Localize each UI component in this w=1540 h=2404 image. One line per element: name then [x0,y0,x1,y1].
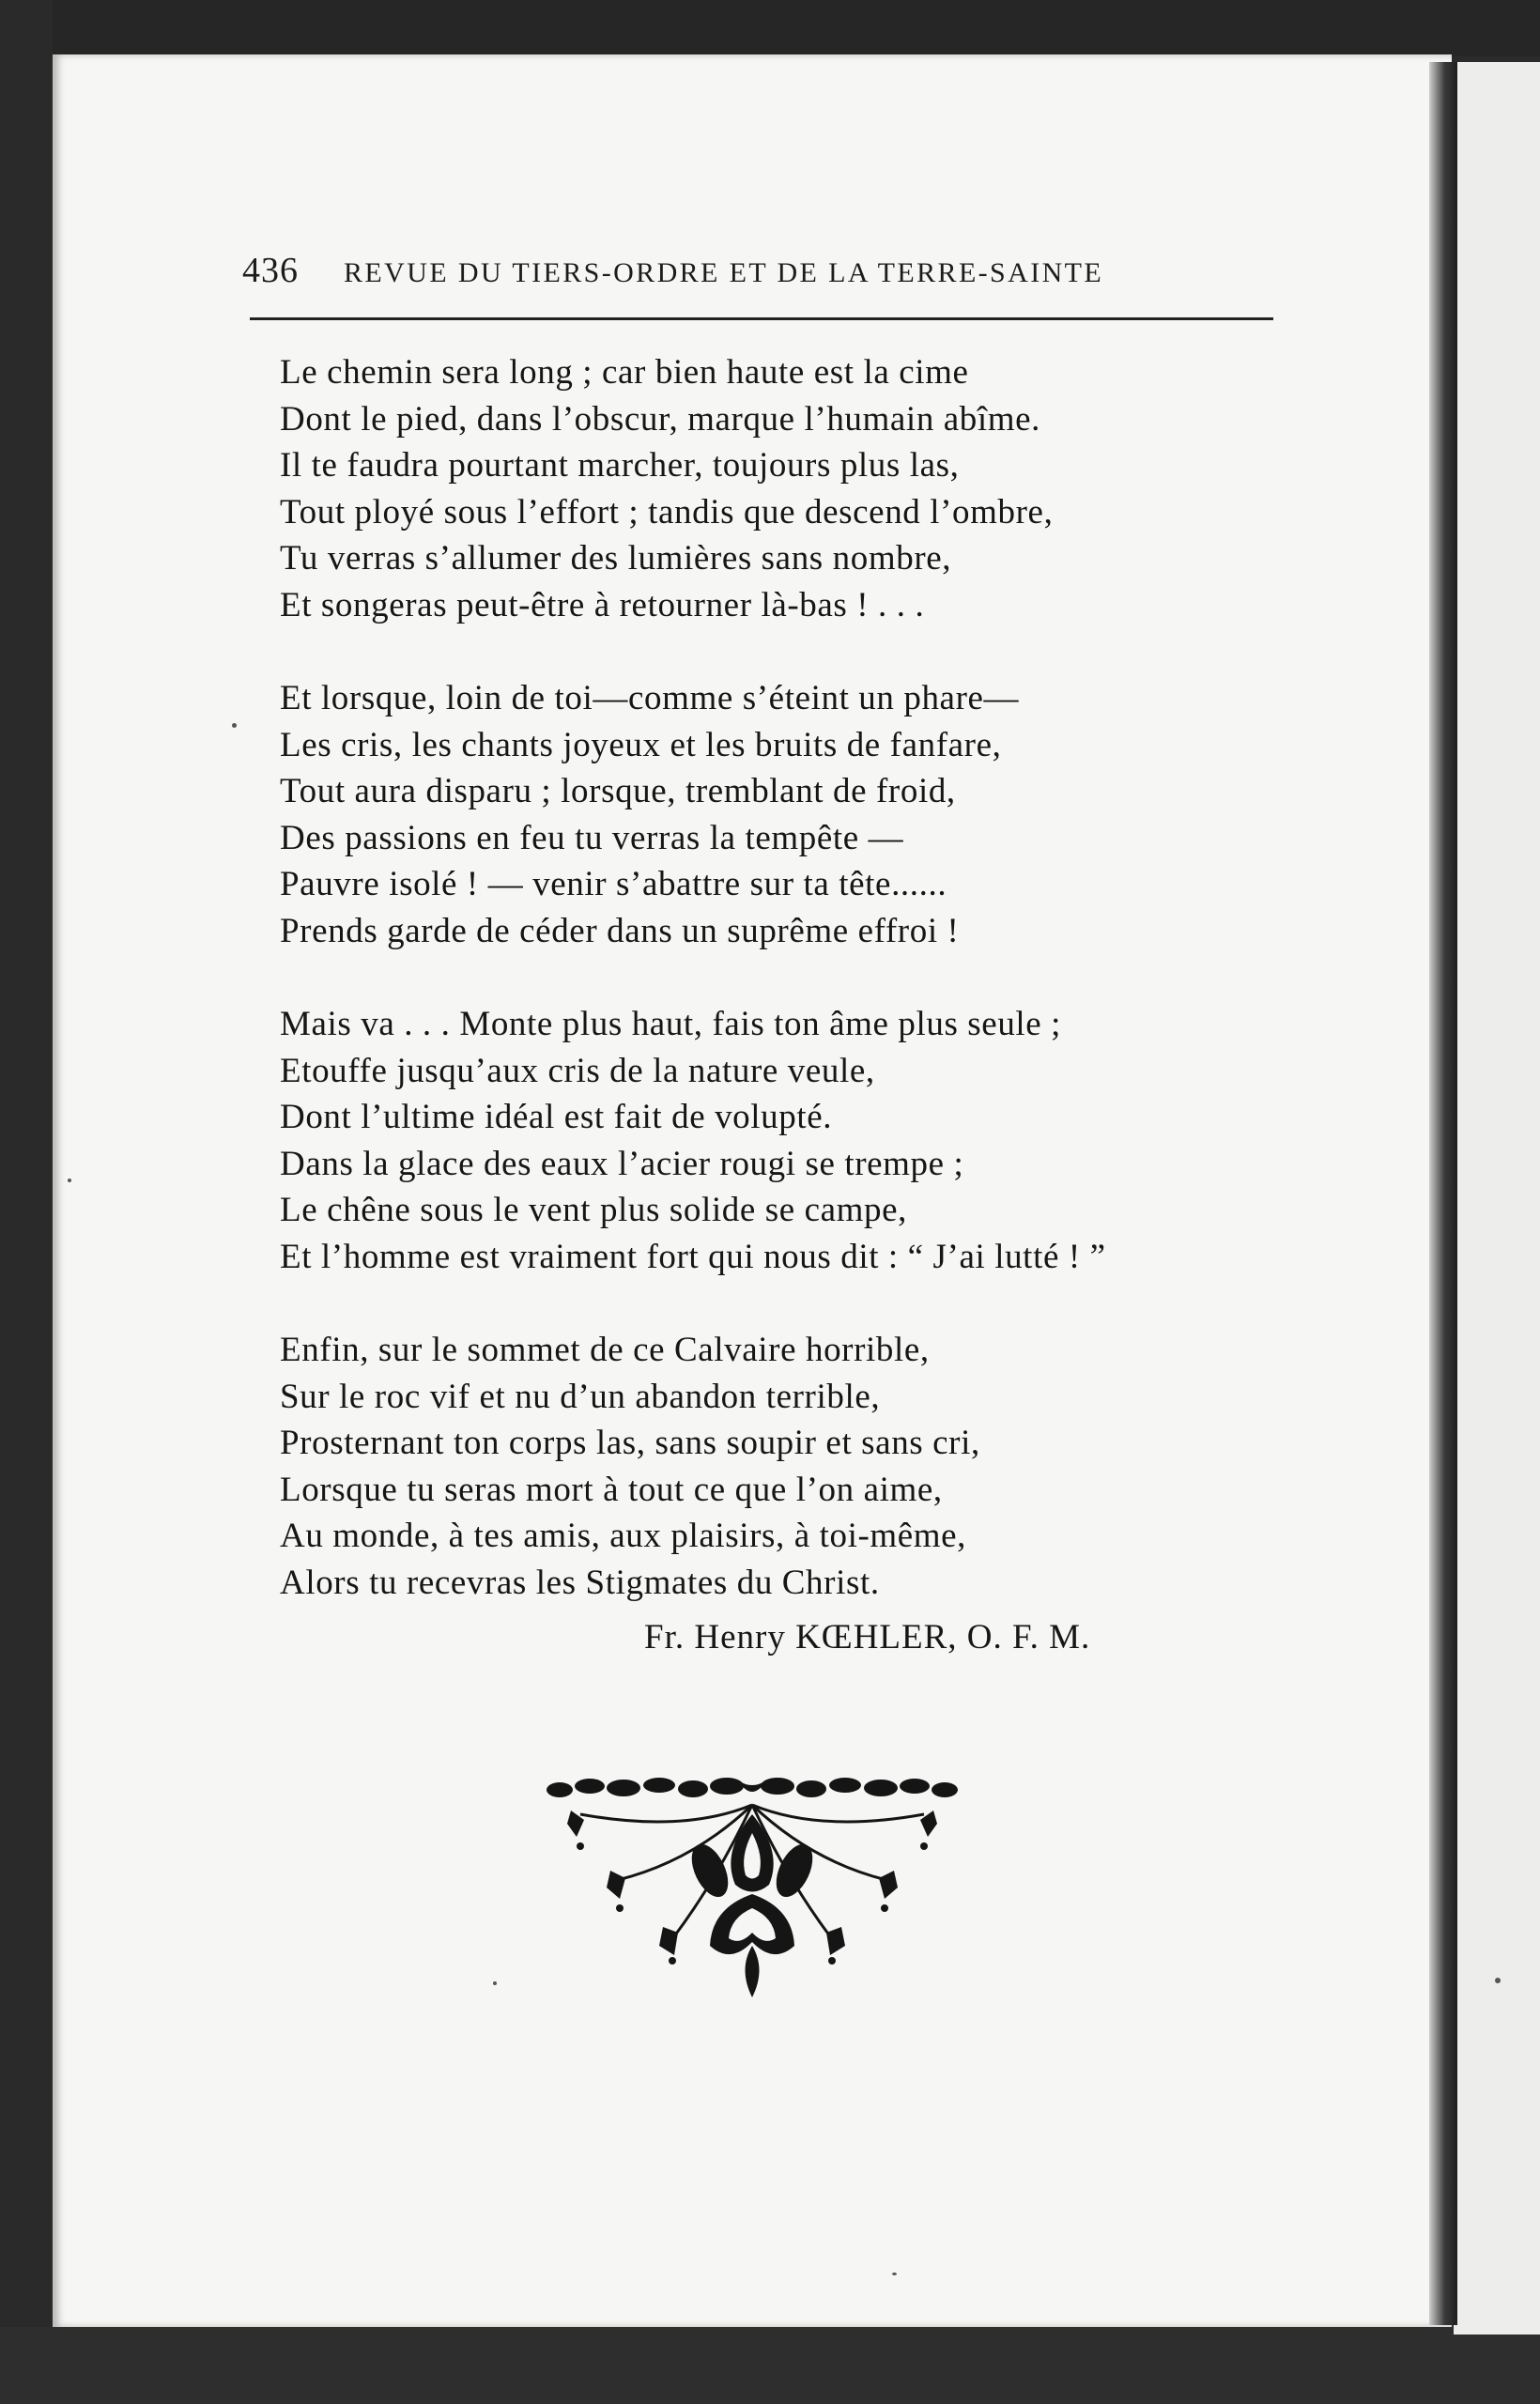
poem-line: Prosternant ton corps las, sans soupir et sans cri, [280,1424,980,1462]
scan-speck [493,1981,497,1985]
scan-background-bottom [0,2327,1540,2404]
facing-page-edge [1454,62,1540,2335]
scan-speck [232,723,237,728]
running-header [242,248,1275,304]
poem-line: Tout ployé sous l’effort ; tandis que descend l’ombre, [280,492,1054,532]
poem-line: Pauvre isolé ! — venir s’abattre sur ta tête...... [280,865,947,903]
poem-line: Des passions en feu tu verras la tempête — [280,818,904,857]
scan-speck [1495,1978,1501,1983]
running-title: REVUE DU TIERS-ORDRE ET DE LA TERRE-SAINTE [344,257,1104,288]
poem [280,349,1294,1653]
poem-line: Mais va . . . Monte plus haut, fais ton âme plus seule ; [280,1005,1062,1043]
author-signature: Fr. Henry KŒHLER, O. F. M. [644,1618,1091,1657]
poem-line: Le chêne sous le vent plus solide se campe, [280,1191,907,1229]
page-gutter-shadow [1429,62,1457,2325]
stanza [280,349,1294,628]
poem-line: Tout aura disparu ; lorsque, tremblant de froid, [280,772,956,810]
poem-line: Tu verras s’allumer des lumières sans nombre, [280,539,952,578]
poem-line: Dont le pied, dans l’obscur, marque l’humain abîme. [280,399,1041,439]
poem-line: Les cris, les chants joyeux et les bruits de fanfare, [280,725,1002,764]
scan-speck [68,1179,71,1182]
stanza [280,675,1294,954]
poem-line: Dans la glace des eaux l’acier rougi se trempe ; [280,1144,964,1183]
poem-line: Prends garde de céder dans un suprême effroi ! [280,911,960,950]
header-rule [250,317,1273,320]
poem-line: Le chemin sera long ; car bien haute est la cime [280,353,969,392]
scan-speck [892,2273,897,2275]
poem-line: Alors tu recevras les Stigmates du Christ. [280,1563,880,1602]
poem-line: Et songeras peut-être à retourner là-bas ! . . . [280,585,925,624]
stanza [280,1327,1294,1606]
poem-line: Et lorsque, loin de toi—comme s’éteint un phare— [280,679,1020,717]
poem-line: Au monde, à tes amis, aux plaisirs, à toi-même, [280,1517,967,1555]
poem-line: Dont l’ultime idéal est fait de volupté. [280,1098,833,1136]
scan-background-left [0,0,53,2404]
poem-line: Lorsque tu seras mort à tout ce que l’on aime, [280,1470,943,1509]
scan-background-top [0,0,1540,56]
stanza [280,1001,1294,1280]
floral-fleuron-icon [543,1777,962,2002]
poem-line: Sur le roc vif et nu d’un abandon terrible, [280,1377,881,1416]
poem-line: Il te faudra pourtant marcher, toujours plus las, [280,446,960,485]
poem-line: Enfin, sur le sommet de ce Calvaire horrible, [280,1331,930,1369]
page-number: 436 [242,251,299,290]
poem-line: Etouffe jusqu’aux cris de la nature veule, [280,1051,875,1090]
poem-line: Et l’homme est vraiment fort qui nous dit : “ J’ai lutté ! ” [280,1237,1106,1276]
